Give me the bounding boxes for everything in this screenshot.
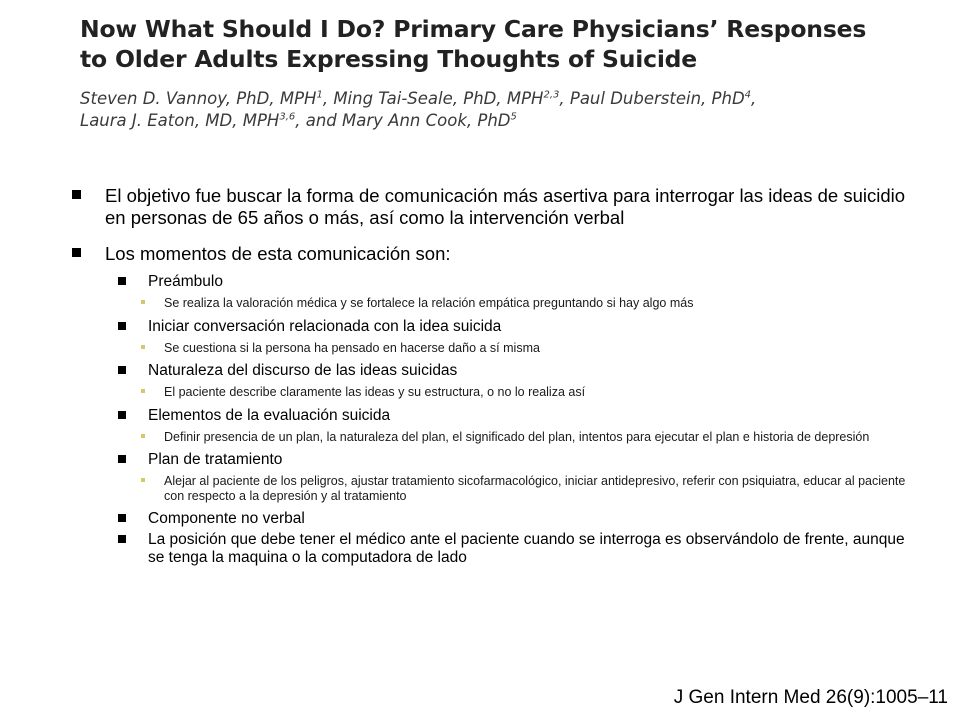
moment-detail-text: El paciente describe claramente las ideas y su estructura, o no lo realiza así — [164, 385, 586, 399]
moment-label: Preámbulo — [148, 273, 223, 290]
square-bullet-icon — [118, 514, 126, 522]
author-name: Mary Ann Cook, PhD — [342, 111, 511, 130]
author-name: Paul Duberstein, PhD — [569, 89, 745, 108]
author-affiliation: 4 — [744, 89, 752, 101]
paper-authors — [80, 88, 900, 132]
objective-text: El objetivo fue buscar la forma de comunicación más asertiva para interrogar las ideas de suicidio en personas de 65 años o más, así como la intervención verbal — [105, 185, 906, 228]
moment-detail-text: Se cuestiona si la persona ha pensado en hacerse daño a sí misma — [164, 340, 540, 355]
small-square-bullet-icon — [141, 478, 145, 482]
moment-label: Iniciar conversación relacionada con la idea suicida — [148, 317, 502, 335]
author-affiliation: 5 — [510, 111, 517, 123]
moment-detail-text: Alejar al paciente de los peligros, ajustar tratamiento sicofarmacológico, iniciar antidepresivo, referir con psiquiatra, educar al paciente con respecto a la depresión y al tratamiento — [164, 474, 906, 503]
paper-title — [80, 14, 900, 74]
small-square-bullet-icon — [141, 434, 145, 438]
moment-detail — [70, 296, 920, 311]
square-bullet-icon — [118, 366, 126, 374]
bullet-moments-heading — [70, 243, 920, 265]
moment-detail — [70, 385, 920, 400]
small-square-bullet-icon — [141, 300, 145, 304]
author-separator: , — [322, 89, 334, 108]
moment-item — [70, 531, 920, 567]
moment-item — [70, 451, 920, 469]
moment-label: Elementos de la evaluación suicida — [148, 406, 391, 424]
author-affiliation: 1 — [316, 89, 323, 101]
moment-label: Componente no verbal — [148, 510, 305, 527]
author-separator: , and — [295, 111, 343, 130]
author-name: Laura J. Eaton, MD, MPH — [80, 111, 280, 130]
square-bullet-icon — [72, 190, 81, 199]
square-bullet-icon — [118, 535, 126, 543]
paper-header-image — [80, 14, 900, 132]
square-bullet-icon — [118, 411, 126, 419]
paper-title-line1: Now What Should I Do? Primary Care Physicians’ Responses — [80, 15, 867, 43]
author-separator: , — [751, 89, 757, 108]
moment-detail — [70, 341, 920, 356]
moment-detail-text: Se realiza la valoración médica y se fortalece la relación empática preguntando si hay algo más — [164, 296, 694, 310]
square-bullet-icon — [118, 322, 126, 330]
author-affiliation: 3,6 — [279, 111, 296, 123]
moment-label: La posición que debe tener el médico ante el paciente cuando se interroga es observándolo de frente, aunque se tenga la maquina o la computadora de lado — [148, 531, 905, 566]
small-square-bullet-icon — [141, 389, 145, 393]
author-affiliation: 2,3 — [543, 89, 560, 101]
paper-title-line2: to Older Adults Expressing Thoughts of Suicide — [80, 45, 698, 73]
moment-label: Naturaleza del discurso de las ideas suicidas — [148, 362, 458, 379]
moment-label: Plan de tratamiento — [148, 451, 283, 468]
moment-item — [70, 318, 920, 336]
author-name: Ming Tai-Seale, PhD, MPH — [333, 89, 544, 108]
bullet-objective — [70, 185, 920, 229]
slide-body — [70, 185, 920, 570]
square-bullet-icon — [118, 277, 126, 285]
moment-item — [70, 273, 920, 291]
moment-detail-text: Definir presencia de un plan, la naturaleza del plan, el significado del plan, intentos para ejecutar el plan e historia de depresión — [164, 429, 870, 444]
moment-item — [70, 407, 920, 425]
moment-detail — [70, 474, 920, 503]
journal-citation: J Gen Intern Med 26(9):1005–11 — [673, 687, 948, 708]
author-separator: , — [559, 89, 570, 108]
moments-heading-text: Los momentos de esta comunicación son: — [105, 243, 451, 264]
moment-item — [70, 362, 920, 380]
small-square-bullet-icon — [141, 345, 145, 349]
square-bullet-icon — [72, 248, 81, 257]
square-bullet-icon — [118, 455, 126, 463]
author-name: Steven D. Vannoy, PhD, MPH — [80, 89, 317, 108]
moment-detail — [70, 430, 920, 445]
moment-item — [70, 510, 920, 528]
